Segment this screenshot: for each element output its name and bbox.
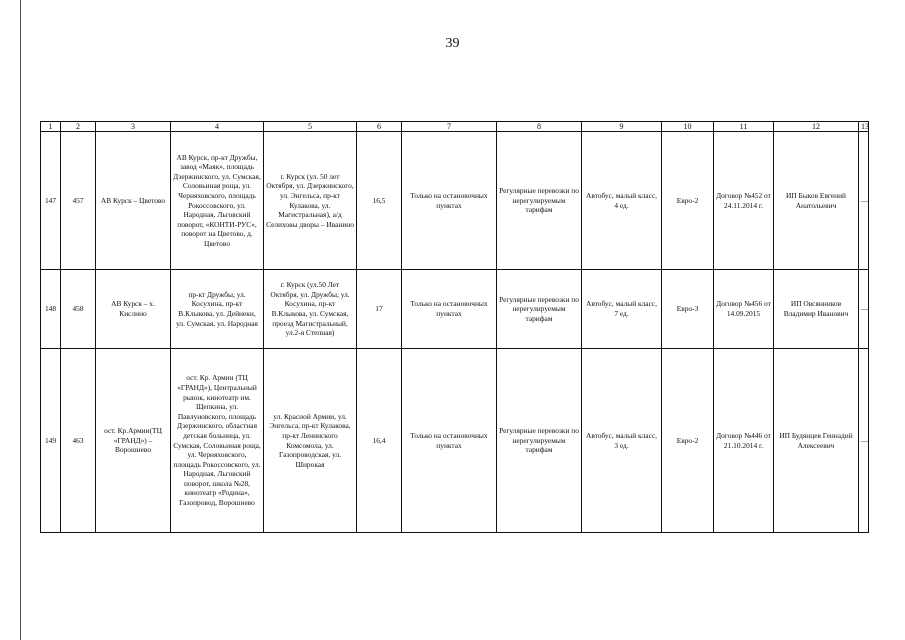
- column-header: 7: [402, 122, 497, 132]
- note-cell: —: [859, 270, 869, 349]
- column-header: 3: [96, 122, 171, 132]
- column-number-row: [41, 122, 869, 132]
- route-number: 463: [61, 349, 96, 533]
- contract-info: Договор №456 от 14.09.2015: [714, 270, 774, 349]
- transport-type: Регулярные перевозки по нерегулируемым тарифам: [497, 349, 582, 533]
- route-name: ост. Кр.Армии(ТЦ «ГРАНД») – Ворошнево: [96, 349, 171, 533]
- column-header: 5: [264, 122, 357, 132]
- transport-type: Регулярные перевозки по нерегулируемым тарифам: [497, 270, 582, 349]
- route-streets: г. Курск (ул. 50 лет Октября, ул. Дзержинского, ул. Энгельса, пр-кт Кулакова, ул. Магистральная), а/д Селиховы дворы – Иванино: [264, 132, 357, 270]
- column-header: 4: [171, 122, 264, 132]
- eco-class: Евро-2: [662, 349, 714, 533]
- stop-order: Только на остановочных пунктах: [402, 349, 497, 533]
- stop-order: Только на остановочных пунктах: [402, 132, 497, 270]
- route-stops: ост. Кр. Армии (ТЦ «ГРАНД»), Центральный рынок, кинотеатр им. Щепкина, ул. Павлуновского, площадь Дзержинского, областная детская больница, ул. Сумская, Соловьиная роща, ул. Черняховского, площадь Рокоссовского, ул. Народная, Льговский поворот, школа №28, кинотеатр «Родина», Газопровод, Ворошнево: [171, 349, 264, 533]
- row-number: 147: [41, 132, 61, 270]
- table-row: [41, 349, 869, 533]
- carrier-name: ИП Быков Евгений Анатольевич: [774, 132, 859, 270]
- eco-class: Евро-3: [662, 270, 714, 349]
- note-cell: —: [859, 349, 869, 533]
- note-cell: —: [859, 132, 869, 270]
- column-header: 10: [662, 122, 714, 132]
- route-number: 457: [61, 132, 96, 270]
- vehicle-info: Автобус, малый класс, 7 ед.: [582, 270, 662, 349]
- route-length: 16,4: [357, 349, 402, 533]
- carrier-name: ИП Овсянников Владимир Иванович: [774, 270, 859, 349]
- column-header: 9: [582, 122, 662, 132]
- route-length: 17: [357, 270, 402, 349]
- row-number: 149: [41, 349, 61, 533]
- route-stops: пр-кт Дружбы, ул. Косухина, пр-кт В.Клыкова, ул. Дейнеки, ул. Сумская, ул. Народная: [171, 270, 264, 349]
- row-number: 148: [41, 270, 61, 349]
- route-name: АВ Курск – Цветово: [96, 132, 171, 270]
- column-header: 8: [497, 122, 582, 132]
- route-streets: г. Курск (ул.50 Лет Октября, ул. Дружбы, ул. Косухина, пр-кт В.Клыкова, ул. Сумская, проезд Магистральный, ул.2-я Степная): [264, 270, 357, 349]
- route-stops: АВ Курск, пр-кт Дружбы, завод «Маяк», площадь Дзержинского, ул. Сумская, Соловьиная роща, ул. Черняховского, площадь Рокоссовского, ул. Народная, Льговский поворот, «КОНТИ-РУС», поворот на Цветово, д. Цветово: [171, 132, 264, 270]
- column-header: 2: [61, 122, 96, 132]
- table-row: [41, 132, 869, 270]
- routes-table: [40, 121, 869, 533]
- column-header: 12: [774, 122, 859, 132]
- page-edge-line: [20, 0, 21, 640]
- column-header: 13: [859, 122, 869, 132]
- column-header: 11: [714, 122, 774, 132]
- route-length: 16,5: [357, 132, 402, 270]
- stop-order: Только на остановочных пунктах: [402, 270, 497, 349]
- vehicle-info: Автобус, малый класс, 4 ед.: [582, 132, 662, 270]
- table-row: [41, 270, 869, 349]
- vehicle-info: Автобус, малый класс, 3 ед.: [582, 349, 662, 533]
- route-number: 458: [61, 270, 96, 349]
- column-header: 6: [357, 122, 402, 132]
- eco-class: Евро-2: [662, 132, 714, 270]
- route-name: АВ Курск – х. Кислино: [96, 270, 171, 349]
- carrier-name: ИП Будянцев Геннадий Алексеевич: [774, 349, 859, 533]
- column-header: 1: [41, 122, 61, 132]
- contract-info: Договор №446 от 21.10.2014 г.: [714, 349, 774, 533]
- page-number: 39: [445, 36, 460, 51]
- transport-type: Регулярные перевозки по нерегулируемым тарифам: [497, 132, 582, 270]
- contract-info: Договор №452 от 24.11.2014 г.: [714, 132, 774, 270]
- route-streets: ул. Красной Армии, ул. Энгельса, пр-кт Кулакова, пр-кт Ленинского Комсомола, ул. Газопроводская, ул. Широкая: [264, 349, 357, 533]
